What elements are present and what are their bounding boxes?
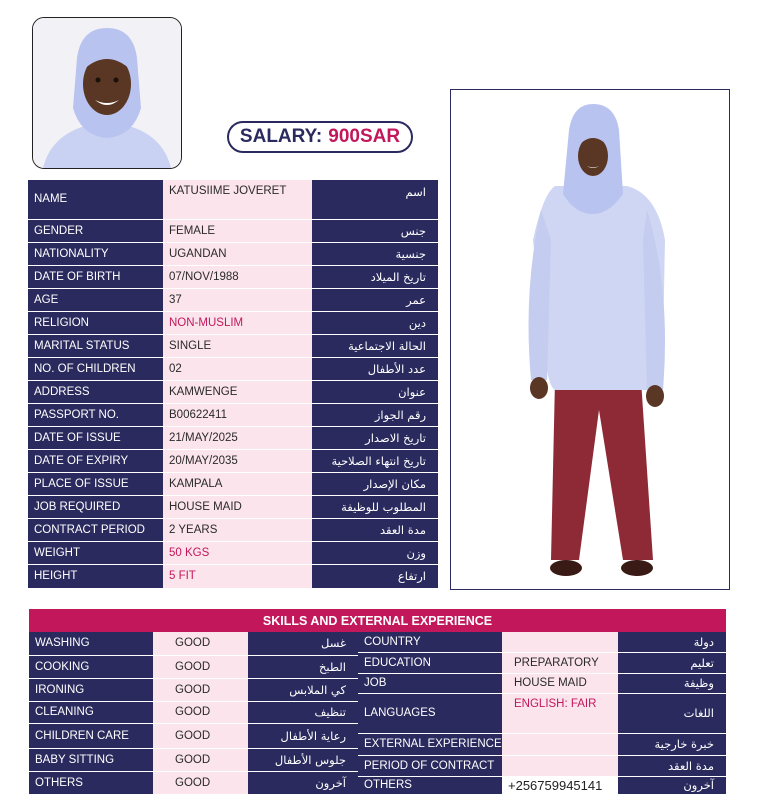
field-label: DATE OF EXPIRY — [28, 449, 163, 472]
experience-row — [358, 693, 726, 733]
skills-table — [29, 632, 358, 795]
field-value: KAMPALA — [163, 472, 312, 495]
skill-value: GOOD — [153, 771, 248, 794]
experience-label: JOB — [358, 673, 502, 693]
field-arabic-label: وزن — [312, 541, 438, 564]
field-label: NATIONALITY — [28, 242, 163, 265]
salary-badge — [227, 121, 413, 153]
field-label: JOB REQUIRED — [28, 495, 163, 518]
skill-arabic-label: الطبخ — [248, 655, 358, 678]
field-arabic-label: عمر — [312, 288, 438, 311]
field-label: PLACE OF ISSUE — [28, 472, 163, 495]
field-arabic-label: اسم — [312, 180, 438, 219]
skill-arabic-label: كي الملابس — [248, 678, 358, 701]
skill-value: GOOD — [153, 678, 248, 701]
field-value: B00622411 — [163, 403, 312, 426]
field-arabic-label: دين — [312, 311, 438, 334]
field-value: FEMALE — [163, 219, 312, 242]
experience-arabic-label: آخرون — [618, 776, 726, 794]
experience-arabic-label: دولة — [618, 632, 726, 652]
experience-arabic-label: مدة العقد — [618, 755, 726, 776]
experience-label: EXTERNAL EXPERIENCE — [358, 733, 502, 755]
field-label: GENDER — [28, 219, 163, 242]
skill-label: OTHERS — [29, 771, 153, 794]
field-value: 2 YEARS — [163, 518, 312, 541]
field-value: 50 KGS — [163, 541, 312, 564]
experience-table — [358, 632, 726, 795]
personal-row — [28, 357, 438, 380]
field-value: 20/MAY/2035 — [163, 449, 312, 472]
skill-label: COOKING — [29, 655, 153, 678]
personal-row — [28, 180, 438, 219]
field-value: HOUSE MAID — [163, 495, 312, 518]
field-arabic-label: تاريخ الميلاد — [312, 265, 438, 288]
field-arabic-label: رقم الجواز — [312, 403, 438, 426]
personal-row — [28, 449, 438, 472]
field-label: AGE — [28, 288, 163, 311]
experience-row — [358, 776, 726, 794]
field-arabic-label: تاريخ الاصدار — [312, 426, 438, 449]
field-value: UGANDAN — [163, 242, 312, 265]
personal-row — [28, 495, 438, 518]
field-label: MARITAL STATUS — [28, 334, 163, 357]
personal-row — [28, 426, 438, 449]
field-label: DATE OF ISSUE — [28, 426, 163, 449]
experience-row — [358, 652, 726, 673]
experience-arabic-label: وظيفة — [618, 673, 726, 693]
skill-value: GOOD — [153, 723, 248, 748]
skill-value: GOOD — [153, 655, 248, 678]
personal-row — [28, 403, 438, 426]
field-arabic-label: جنس — [312, 219, 438, 242]
skill-label: BABY SITTING — [29, 748, 153, 771]
experience-arabic-label: خبرة خارجية — [618, 733, 726, 755]
salary-value: 900SAR — [328, 126, 401, 147]
skill-value: GOOD — [153, 701, 248, 723]
field-value: 02 — [163, 357, 312, 380]
experience-value — [502, 755, 618, 776]
experience-arabic-label: تعليم — [618, 652, 726, 673]
experience-label: PERIOD OF CONTRACT — [358, 755, 502, 776]
field-arabic-label: عدد الأطفال — [312, 357, 438, 380]
skill-row — [29, 723, 358, 748]
experience-value — [502, 632, 618, 652]
experience-label: COUNTRY — [358, 632, 502, 652]
skill-arabic-label: آخرون — [248, 771, 358, 794]
personal-row — [28, 518, 438, 541]
experience-value: +256759945141 — [502, 776, 618, 794]
field-label: PASSPORT NO. — [28, 403, 163, 426]
skill-label: IRONING — [29, 678, 153, 701]
field-label: DATE OF BIRTH — [28, 265, 163, 288]
field-arabic-label: جنسية — [312, 242, 438, 265]
skill-row — [29, 771, 358, 794]
field-label: HEIGHT — [28, 564, 163, 588]
field-label: WEIGHT — [28, 541, 163, 564]
personal-row — [28, 334, 438, 357]
experience-value: HOUSE MAID — [502, 673, 618, 693]
field-label: RELIGION — [28, 311, 163, 334]
field-label: CONTRACT PERIOD — [28, 518, 163, 541]
field-value: 21/MAY/2025 — [163, 426, 312, 449]
personal-row — [28, 311, 438, 334]
field-value: KAMWENGE — [163, 380, 312, 403]
experience-value: PREPARATORY — [502, 652, 618, 673]
field-value: 37 — [163, 288, 312, 311]
salary-label: SALARY: — [239, 126, 323, 147]
field-arabic-label: تاريخ انتهاء الصلاحية — [312, 449, 438, 472]
field-arabic-label: المطلوب للوظيفة — [312, 495, 438, 518]
skill-row — [29, 701, 358, 723]
experience-label: OTHERS — [358, 776, 502, 794]
skill-row — [29, 678, 358, 701]
experience-row — [358, 733, 726, 755]
skills-section-title: SKILLS AND EXTERNAL EXPERIENCE — [29, 609, 726, 632]
skill-arabic-label: رعاية الأطفال — [248, 723, 358, 748]
personal-row — [28, 288, 438, 311]
field-arabic-label: مكان الإصدار — [312, 472, 438, 495]
personal-details-table — [28, 180, 438, 589]
field-arabic-label: عنوان — [312, 380, 438, 403]
skill-label: CHILDREN CARE — [29, 723, 153, 748]
skill-row — [29, 748, 358, 771]
personal-row — [28, 380, 438, 403]
field-value: KATUSIIME JOVERET — [163, 180, 312, 219]
skill-arabic-label: غسل — [248, 632, 358, 655]
experience-arabic-label: اللغات — [618, 693, 726, 733]
personal-row — [28, 541, 438, 564]
personal-row — [28, 472, 438, 495]
personal-row — [28, 219, 438, 242]
field-label: NAME — [28, 180, 163, 219]
experience-row — [358, 755, 726, 776]
skill-arabic-label: جلوس الأطفال — [248, 748, 358, 771]
skill-row — [29, 632, 358, 655]
experience-value: ENGLISH: FAIR — [502, 693, 618, 733]
experience-value — [502, 733, 618, 755]
field-label: ADDRESS — [28, 380, 163, 403]
field-label: NO. OF CHILDREN — [28, 357, 163, 380]
field-value: NON-MUSLIM — [163, 311, 312, 334]
experience-row — [358, 673, 726, 693]
field-value: 07/NOV/1988 — [163, 265, 312, 288]
skill-label: CLEANING — [29, 701, 153, 723]
skill-value: GOOD — [153, 632, 248, 655]
experience-label: LANGUAGES — [358, 693, 502, 733]
field-arabic-label: الحالة الاجتماعية — [312, 334, 438, 357]
experience-label: EDUCATION — [358, 652, 502, 673]
personal-row — [28, 265, 438, 288]
field-value: 5 FIT — [163, 564, 312, 588]
skill-arabic-label: تنظيف — [248, 701, 358, 723]
experience-row — [358, 632, 726, 652]
field-arabic-label: مدة العقد — [312, 518, 438, 541]
portrait-photo — [32, 17, 182, 169]
skill-label: WASHING — [29, 632, 153, 655]
skill-value: GOOD — [153, 748, 248, 771]
field-value: SINGLE — [163, 334, 312, 357]
personal-row — [28, 564, 438, 588]
field-arabic-label: ارتفاع — [312, 564, 438, 588]
personal-row — [28, 242, 438, 265]
skill-row — [29, 655, 358, 678]
full-body-photo — [450, 89, 730, 590]
